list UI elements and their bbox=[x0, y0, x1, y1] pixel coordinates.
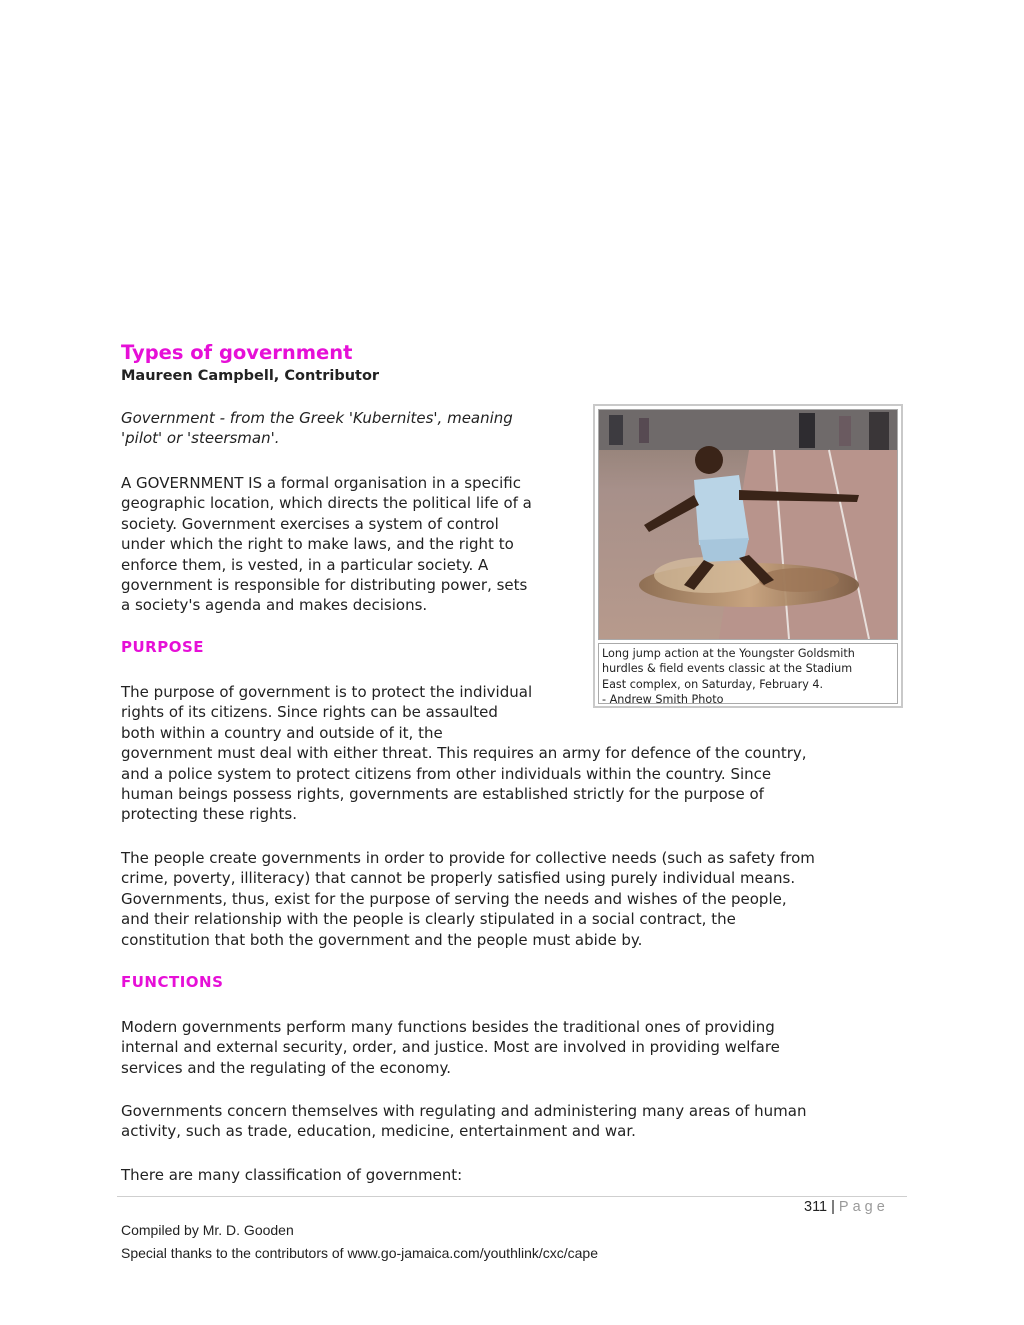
etymology-quote bbox=[121, 408, 591, 449]
functions-heading: FUNCTIONS bbox=[121, 973, 224, 991]
page-number bbox=[804, 1199, 889, 1215]
text-line: and their relationship with the people is clearly stipulated in a social contract, the bbox=[121, 910, 736, 929]
page-number-value: 311 bbox=[804, 1199, 828, 1215]
article-title: Types of government bbox=[121, 341, 353, 364]
text-line: Government - from the Greek 'Kubernites', meaning bbox=[121, 409, 513, 427]
text-line: both within a country and outside of it, the bbox=[121, 723, 443, 742]
text-line: a society's agenda and makes decisions. bbox=[121, 596, 428, 615]
text-line: The purpose of government is to protect the individual bbox=[121, 683, 533, 701]
text-line: A GOVERNMENT IS a formal organisation in a specific bbox=[121, 474, 521, 492]
text-line: rights of its citizens. Since rights can be assaulted bbox=[121, 703, 498, 722]
photo-caption bbox=[598, 643, 898, 704]
text-line: internal and external security, order, and justice. Most are involved in providing welfare bbox=[121, 1038, 780, 1057]
classification-line: There are many classification of government: bbox=[121, 1166, 463, 1184]
long-jump-image bbox=[599, 410, 897, 639]
article-author: Maureen Campbell, Contributor bbox=[121, 368, 380, 384]
concern-paragraph bbox=[121, 1101, 911, 1142]
text-line: enforce them, is vested, in a particular society. A bbox=[121, 555, 489, 574]
text-line: geographic location, which directs the political life of a bbox=[121, 494, 532, 513]
caption-line: East complex, on Saturday, February 4. bbox=[602, 677, 824, 691]
caption-line: - Andrew Smith Photo bbox=[602, 692, 724, 706]
text-line: protecting these rights. bbox=[121, 805, 297, 824]
footer-compiled-by: Compiled by Mr. D. Gooden bbox=[121, 1222, 294, 1238]
people-paragraph bbox=[121, 848, 911, 950]
long-jump-photo bbox=[598, 409, 898, 640]
caption-line: hurdles & field events classic at the Stadium bbox=[602, 662, 853, 676]
functions-paragraph bbox=[121, 1017, 911, 1078]
text-line: government is responsible for distributing power, sets bbox=[121, 576, 528, 595]
text-line: and a police system to protect citizens from other individuals within the country. Since bbox=[121, 764, 772, 783]
purpose-heading: PURPOSE bbox=[121, 638, 205, 656]
text-line: Governments concern themselves with regulating and administering many areas of human bbox=[121, 1102, 807, 1120]
text-line: The people create governments in order to provide for collective needs (such as safety from bbox=[121, 849, 815, 867]
intro-paragraph bbox=[121, 473, 591, 616]
text-line: Modern governments perform many functions besides the traditional ones of providing bbox=[121, 1018, 775, 1036]
text-line: crime, poverty, illiteracy) that cannot be properly satisfied using purely individual means. bbox=[121, 869, 796, 888]
footer-divider bbox=[117, 1196, 907, 1197]
text-line: Governments, thus, exist for the purpose of serving the needs and wishes of the people, bbox=[121, 889, 787, 908]
caption-line: Long jump action at the Youngster Goldsmith bbox=[602, 647, 855, 660]
text-line: 'pilot' or 'steersman'. bbox=[121, 429, 280, 448]
text-line: society. Government exercises a system of control bbox=[121, 514, 499, 533]
text-line: activity, such as trade, education, medicine, entertainment and war. bbox=[121, 1122, 636, 1141]
text-line: constitution that both the government and the people must abide by. bbox=[121, 930, 643, 949]
page-separator: | bbox=[831, 1199, 835, 1215]
page-label: Page bbox=[838, 1199, 889, 1215]
footer-thanks: Special thanks to the contributors of www.go-jamaica.com/youthlink/cxc/cape bbox=[121, 1245, 599, 1261]
text-line: government must deal with either threat. This requires an army for defence of the country, bbox=[121, 744, 807, 763]
photo-figure bbox=[593, 404, 903, 708]
text-line: human beings possess rights, governments are established strictly for the purpose of bbox=[121, 785, 764, 804]
text-line: under which the right to make laws, and the right to bbox=[121, 535, 514, 554]
text-line: services and the regulating of the economy. bbox=[121, 1058, 452, 1077]
